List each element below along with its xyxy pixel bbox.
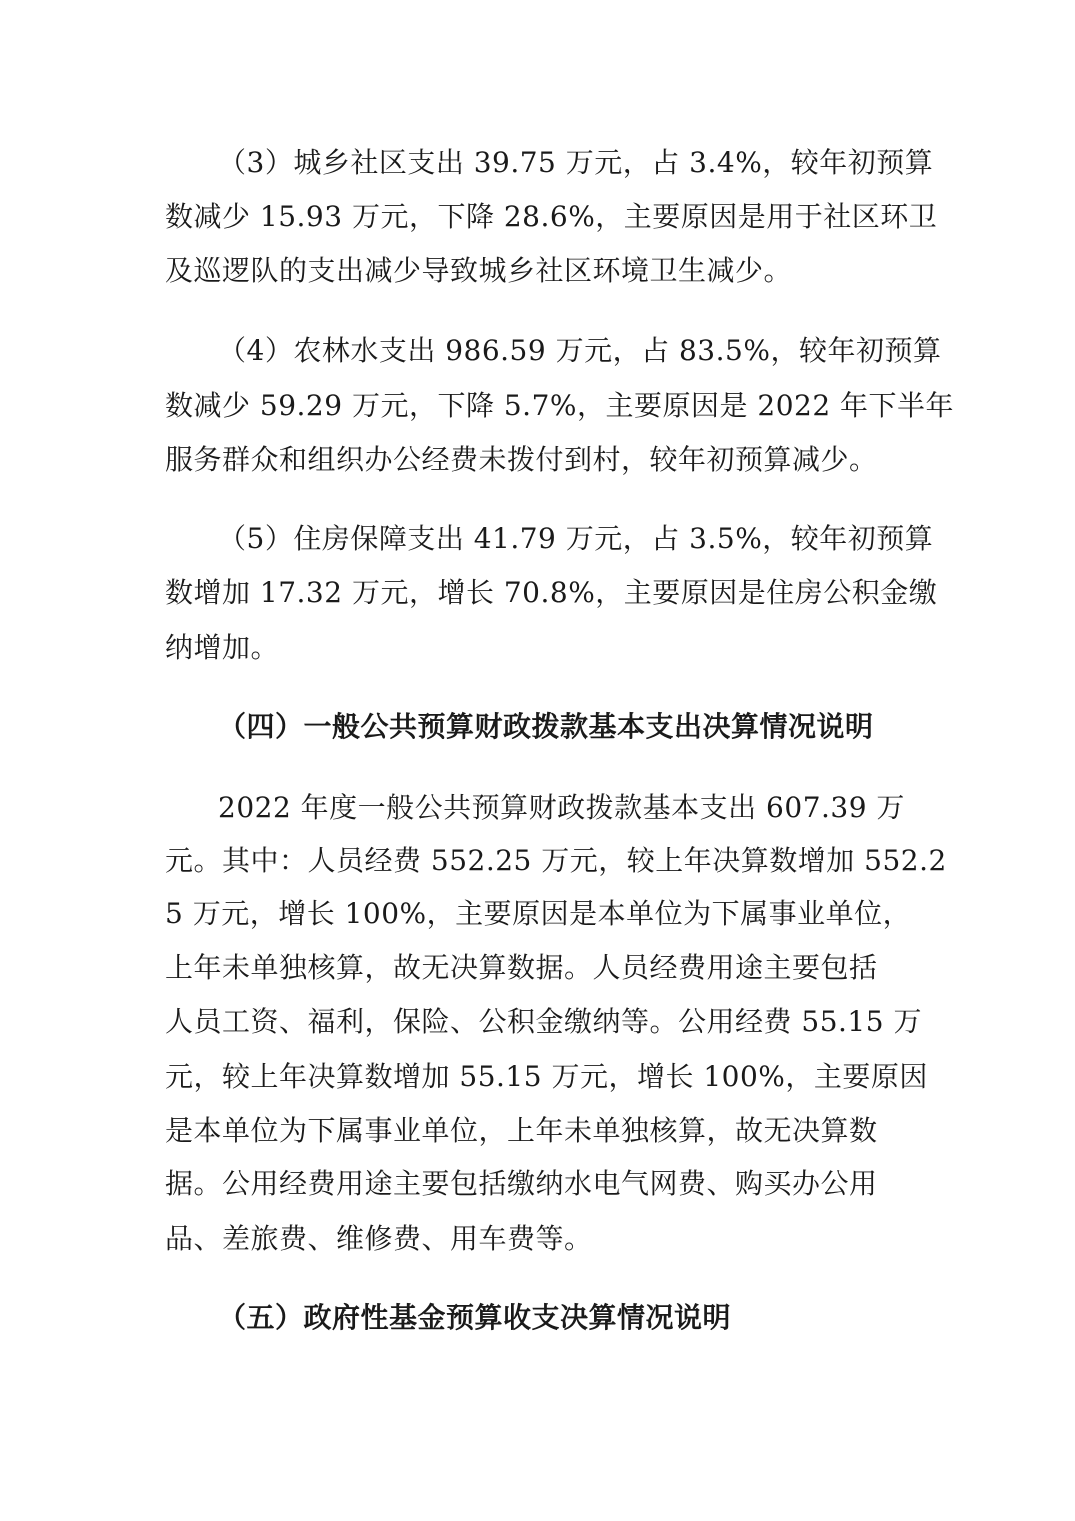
paragraph-line: 元。其中：人员经费 552.25 万元，较上年决算数增加 552.2	[165, 844, 947, 877]
paragraph-line: 服务群众和组织办公经费未拨付到村，较年初预算减少。	[165, 443, 878, 476]
paragraph-line: 5 万元，增长 100%，主要原因是本单位为下属事业单位，	[165, 897, 912, 930]
paragraph-line: 2022 年度一般公共预算财政拨款基本支出 607.39 万	[218, 791, 905, 824]
paragraph-line: 品、差旅费、维修费、用车费等。	[165, 1222, 593, 1255]
paragraph-line: 数减少 59.29 万元，下降 5.7%，主要原因是 2022 年下半年	[165, 389, 955, 422]
paragraph-line: 数增加 17.32 万元，增长 70.8%，主要原因是住房公积金缴	[165, 576, 938, 609]
section-heading: （四）一般公共预算财政拨款基本支出决算情况说明	[218, 710, 874, 743]
paragraph-line: 数减少 15.93 万元，下降 28.6%，主要原因是用于社区环卫	[165, 200, 938, 233]
paragraph-line: 及巡逻队的支出减少导致城乡社区环境卫生减少。	[165, 254, 793, 287]
paragraph-line: （3）城乡社区支出 39.75 万元，占 3.4%，较年初预算	[218, 146, 934, 179]
section-heading: （五）政府性基金预算收支决算情况说明	[218, 1301, 732, 1334]
paragraph-line: （4）农林水支出 986.59 万元，占 83.5%，较年初预算	[218, 334, 942, 367]
paragraph-line: （5）住房保障支出 41.79 万元，占 3.5%，较年初预算	[218, 522, 934, 555]
paragraph-line: 纳增加。	[165, 631, 280, 664]
paragraph-line: 元，较上年决算数增加 55.15 万元，增长 100%，主要原因	[165, 1060, 928, 1093]
paragraph-line: 是本单位为下属事业单位，上年未单独核算，故无决算数	[165, 1114, 878, 1147]
paragraph-line: 据。公用经费用途主要包括缴纳水电气网费、购买办公用	[165, 1167, 878, 1200]
paragraph-line: 人员工资、福利，保险、公积金缴纳等。公用经费 55.15 万	[165, 1005, 922, 1038]
paragraph-line: 上年未单独核算，故无决算数据。人员经费用途主要包括	[165, 951, 878, 984]
